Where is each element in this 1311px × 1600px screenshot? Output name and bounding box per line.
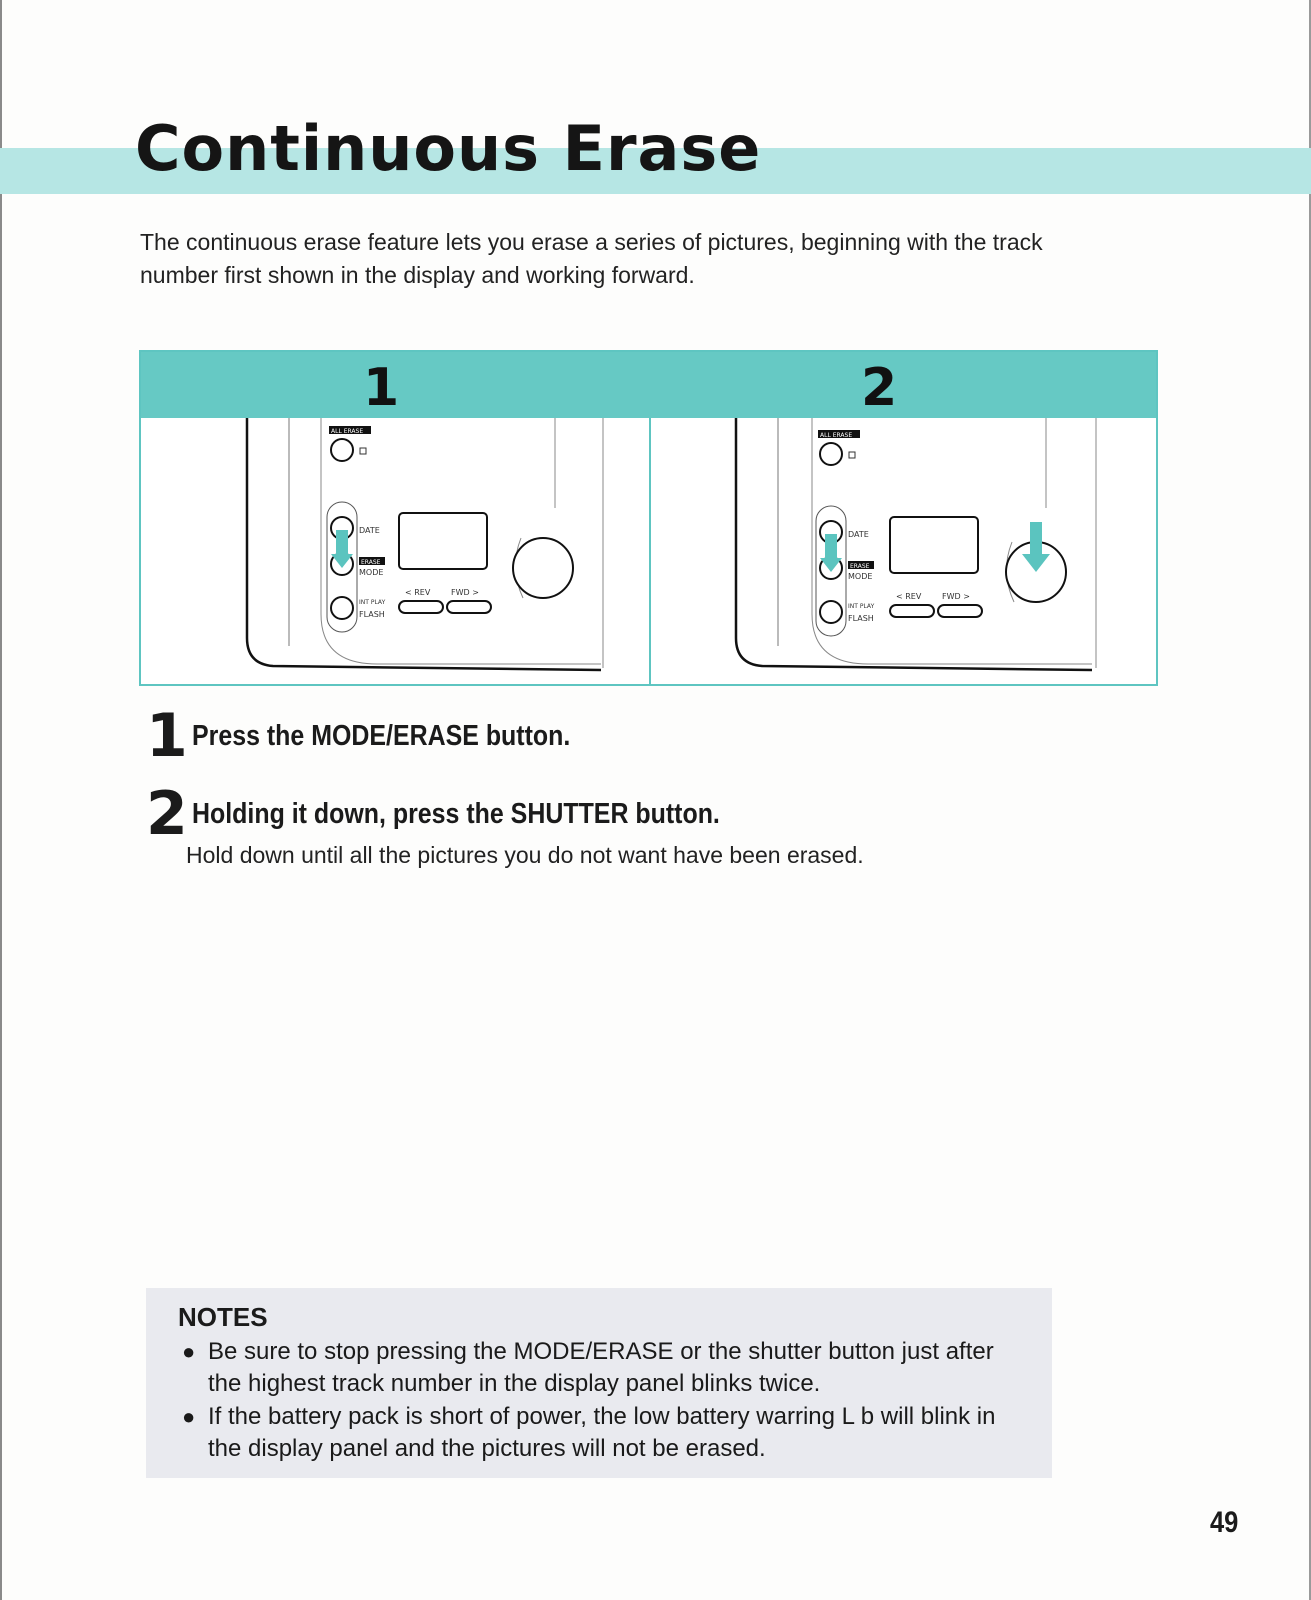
panel-divider [649, 418, 651, 684]
all-erase-button [331, 439, 353, 461]
all-erase-text: ALL ERASE [820, 432, 853, 439]
flash-button [331, 597, 353, 619]
panel-number-2: 2 [861, 358, 898, 418]
int-play-label: INT PLAY [848, 603, 875, 610]
step-1-text: Press the MODE/ERASE button. [191, 719, 571, 752]
instruction-figure [139, 350, 1158, 686]
notes-box [146, 1288, 1052, 1478]
flash-label: FLASH [359, 610, 385, 619]
step-1-number: 1 [146, 701, 188, 771]
int-play-label: INT PLAY [359, 599, 386, 606]
step-1 [146, 701, 632, 771]
all-erase-button [820, 443, 842, 465]
fwd-button [938, 605, 982, 617]
page-title: Continuous Erase [135, 112, 762, 185]
bullet-icon: ● [182, 1404, 196, 1429]
bullet-icon: ● [182, 1339, 196, 1364]
step-2-description: Hold down until all the pictures you do not want have been erased. [186, 842, 864, 868]
camera-illustration-2 [652, 418, 1152, 684]
camera-panel-1 [141, 418, 641, 684]
mode-label: MODE [359, 568, 384, 577]
notes-list [178, 1336, 1028, 1466]
card-icon [849, 452, 855, 458]
page-number: 49 [1210, 1506, 1239, 1539]
display-panel [890, 517, 978, 573]
camera-illustration-1 [141, 418, 641, 684]
step-2 [146, 779, 806, 849]
shutter-button [513, 538, 573, 598]
note-text: Be sure to stop pressing the MODE/ERASE or the shutter button just after the highest track number in the display panel blinks twice. [208, 1338, 994, 1397]
rev-label: < REV [896, 592, 922, 601]
rev-label: < REV [405, 588, 431, 597]
fwd-button [447, 601, 491, 613]
note-item [178, 1401, 1028, 1465]
panel-number-1: 1 [363, 358, 400, 418]
camera-panel-2 [652, 418, 1152, 684]
date-label: DATE [848, 530, 869, 539]
date-label: DATE [359, 526, 380, 535]
mode-label: MODE [848, 572, 873, 581]
notes-title: NOTES [178, 1302, 268, 1332]
intro-paragraph: The continuous erase feature lets you erase a series of pictures, beginning with the track number first shown in the display and working forward. [140, 229, 1043, 288]
erase-text: ERASE [850, 563, 870, 570]
rev-button [890, 605, 934, 617]
note-item [178, 1336, 1028, 1400]
figure-header [141, 352, 1156, 418]
note-text: If the battery pack is short of power, the low battery warring L b will blink in the display panel and the pictures will not be erased. [208, 1403, 996, 1462]
step-2-text: Holding it down, press the SHUTTER button. [191, 797, 720, 830]
fwd-label: FWD > [451, 588, 479, 597]
display-panel [399, 513, 487, 569]
erase-text: ERASE [361, 559, 381, 566]
step-2-number: 2 [146, 779, 188, 849]
flash-label: FLASH [848, 614, 874, 623]
card-icon [360, 448, 366, 454]
flash-button [820, 601, 842, 623]
rev-button [399, 601, 443, 613]
all-erase-text: ALL ERASE [331, 428, 364, 435]
fwd-label: FWD > [942, 592, 970, 601]
